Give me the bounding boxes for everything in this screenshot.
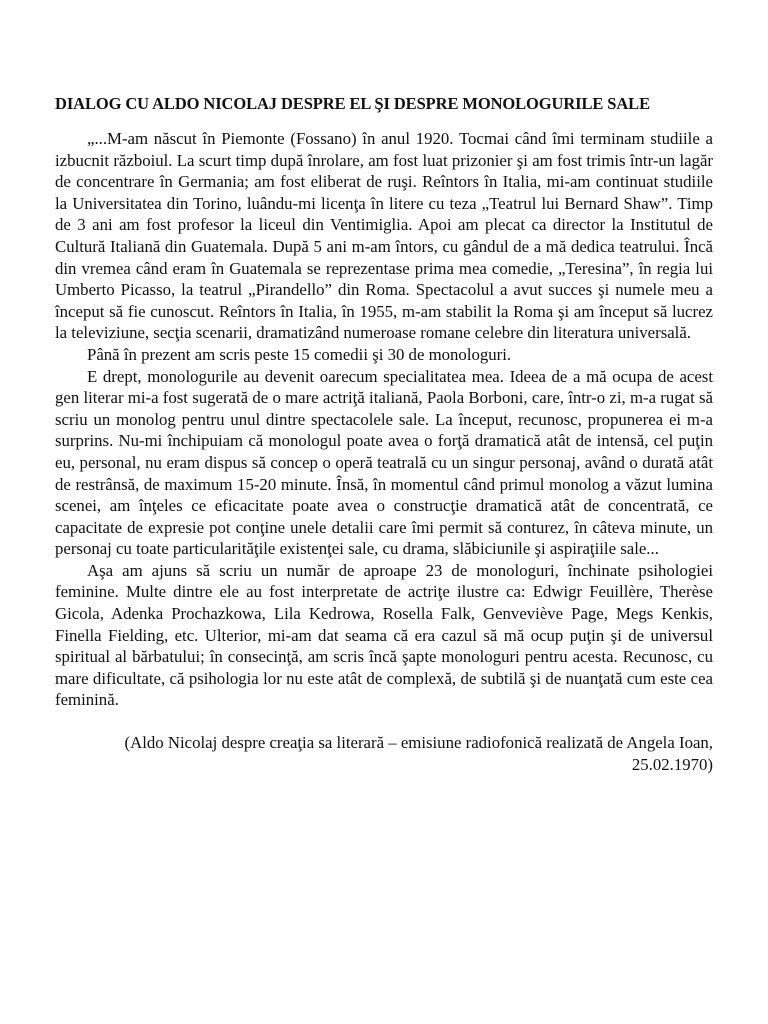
paragraph: Până în prezent am scris peste 15 comedii şi 30 de monologuri.	[87, 344, 512, 364]
paragraph: E drept, monologurile au devenit oarecum specialitatea mea. Ideea de a mă ocupa de acest gen literar mi-a fost sugerată de o mare actriţă italiană, Paola Borboni, care, într-o zi, m-a rugat să scriu un monolog pentru unul dintre spectacolele sale. La început, recunosc, propunerea ei m-a surprins. Nu-mi închipuiam că monologul poate avea o forţă dramatică atât de intensă, cel puţin eu, personal, nu eram dispus să concep o operă teatrală cu un singur personaj, având o durată atât de restrânsă, de maximum 15-20 minute. Însă, în momentul când primul monolog a văzut lumina scenei, am înţeles ce eficacitate poate avea o construcţie dramatică atât de concentrată, ce capacitate de expresie pot conţine unele detalii care îmi permit să conturez, în câteva minute, un personaj cu toate particularităţile existenţei sale, cu drama, slăbiciunile şi aspiraţiile sale...	[55, 366, 713, 559]
paragraph: „...M-am născut în Piemonte (Fossano) în anul 1920. Tocmai când îmi terminam studiile a izbucnit războiul. La scurt timp după înrolare, am fost luat prizonier şi am fost trimis într-un lagăr de concentrare în Germania; am fost eliberat de ruşi. Reîntors în Italia, mi-am continuat studiile la Universitatea din Torino, luându-mi licenţa în litere cu teza „Teatrul lui Bernard Shaw”. Timp de 3 ani am fost profesor la liceul din Ventimiglia. Apoi am plecat ca director la Institutul de Cultură Italiană din Guatemala. După 5 ani m-am întors, cu gândul de a mă dedica teatrului. Încă din vremea când eram în Guatemala se reprezentase prima mea comedie, „Teresina”, în regia lui Umberto Picasso, la teatrul „Pirandello” din Roma. Spectacolul a avut succes şi numele meu a început să fie cunoscut. Reîntors în Italia, în 1955, m-am stabilit la Roma şi am început să lucrez la televiziune, secţia scenarii, dramatizând numeroase romane celebre din literatura universală.	[55, 129, 713, 343]
document-body	[55, 128, 713, 711]
document-title: DIALOG CU ALDO NICOLAJ DESPRE EL ŞI DESPRE MONOLOGURILE SALE	[55, 94, 650, 113]
document-content	[55, 93, 713, 775]
paragraph: Aşa am ajuns să scriu un număr de aproape 23 de monologuri, închinate psihologiei feminine. Multe dintre ele au fost interpretate de actriţe ilustre ca: Edwigr Feuillère, Therèse Gicola, Adenka Prochazkowa, Lila Kedrowa, Rosella Falk, Genveviève Page, Megs Kenkis, Finella Fielding, etc. Ulterior, mi-am dat seama că era cazul să mă ocup puţin şi de universul spiritual al bărbatului; în consecinţă, am scris încă şapte monologuri pentru acesta. Recunosc, cu mare dificultate, că psihologia lor nu este atât de complexă, de subtilă şi de nuanţată cum este cea feminină.	[55, 560, 713, 710]
source-citation: (Aldo Nicolaj despre creaţia sa literară – emisiune radiofonică realizată de Angela Ioan, 25.02.1970)	[124, 733, 713, 774]
